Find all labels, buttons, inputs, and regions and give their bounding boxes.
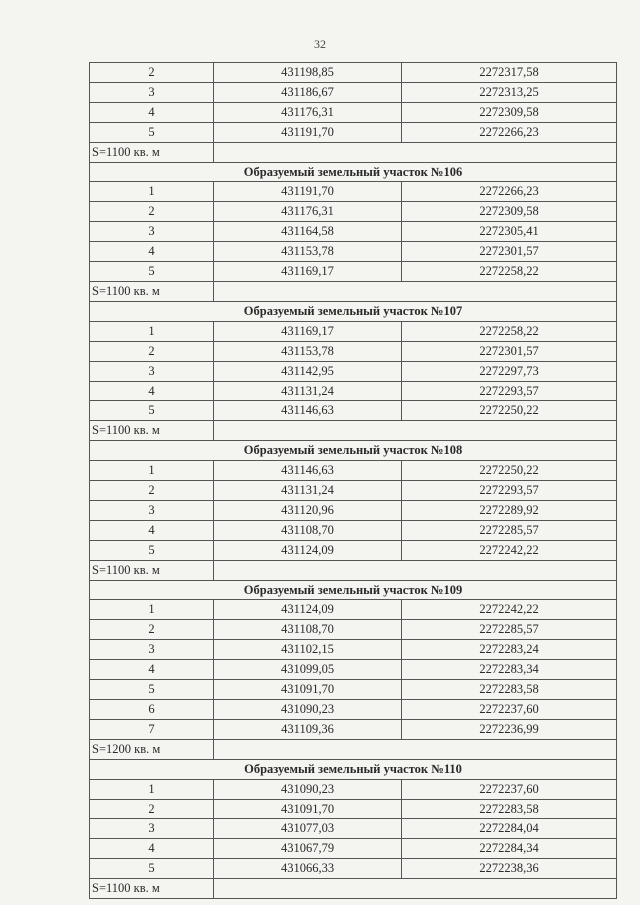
coordinate-y: 2272293,57 bbox=[402, 381, 617, 401]
coordinate-x: 431102,15 bbox=[214, 640, 402, 660]
point-number: 7 bbox=[90, 719, 214, 739]
point-row bbox=[90, 640, 617, 660]
coordinate-x: 431067,79 bbox=[214, 839, 402, 859]
coordinate-y: 2272236,99 bbox=[402, 719, 617, 739]
coordinate-y: 2272242,22 bbox=[402, 600, 617, 620]
point-row bbox=[90, 222, 617, 242]
point-row bbox=[90, 82, 617, 102]
area-row bbox=[90, 560, 617, 580]
parcel-area: S=1100 кв. м bbox=[90, 560, 214, 580]
coordinate-y: 2272266,23 bbox=[402, 122, 617, 142]
point-row bbox=[90, 381, 617, 401]
point-row bbox=[90, 401, 617, 421]
point-row bbox=[90, 660, 617, 680]
point-row bbox=[90, 700, 617, 720]
coordinate-y: 2272250,22 bbox=[402, 461, 617, 481]
coordinate-y: 2272297,73 bbox=[402, 361, 617, 381]
point-number: 1 bbox=[90, 461, 214, 481]
area-row bbox=[90, 879, 617, 899]
coordinates-table bbox=[89, 62, 617, 899]
point-row bbox=[90, 481, 617, 501]
point-number: 4 bbox=[90, 381, 214, 401]
coordinate-x: 431191,70 bbox=[214, 182, 402, 202]
point-row bbox=[90, 122, 617, 142]
parcel-header-row bbox=[90, 441, 617, 461]
point-number: 1 bbox=[90, 779, 214, 799]
coordinate-y: 2272313,25 bbox=[402, 82, 617, 102]
point-row bbox=[90, 839, 617, 859]
point-number: 3 bbox=[90, 500, 214, 520]
point-row bbox=[90, 202, 617, 222]
coordinate-y: 2272289,92 bbox=[402, 500, 617, 520]
point-number: 2 bbox=[90, 799, 214, 819]
area-empty-cell bbox=[214, 739, 617, 759]
coordinate-x: 431108,70 bbox=[214, 620, 402, 640]
coordinate-x: 431191,70 bbox=[214, 122, 402, 142]
point-row bbox=[90, 500, 617, 520]
coordinate-y: 2272317,58 bbox=[402, 63, 617, 83]
parcel-title: Образуемый земельный участок №110 bbox=[90, 759, 617, 779]
coordinate-x: 431120,96 bbox=[214, 500, 402, 520]
coordinate-y: 2272237,60 bbox=[402, 700, 617, 720]
area-row bbox=[90, 421, 617, 441]
point-number: 4 bbox=[90, 839, 214, 859]
coordinate-y: 2272283,34 bbox=[402, 660, 617, 680]
point-number: 2 bbox=[90, 481, 214, 501]
point-row bbox=[90, 321, 617, 341]
coordinate-y: 2272258,22 bbox=[402, 321, 617, 341]
coordinate-y: 2272305,41 bbox=[402, 222, 617, 242]
parcel-header-row bbox=[90, 580, 617, 600]
area-empty-cell bbox=[214, 281, 617, 301]
point-number: 4 bbox=[90, 660, 214, 680]
coordinate-y: 2272250,22 bbox=[402, 401, 617, 421]
coordinate-y: 2272266,23 bbox=[402, 182, 617, 202]
coordinate-x: 431131,24 bbox=[214, 481, 402, 501]
coordinate-x: 431131,24 bbox=[214, 381, 402, 401]
coordinate-y: 2272283,24 bbox=[402, 640, 617, 660]
coordinate-x: 431091,70 bbox=[214, 799, 402, 819]
coordinate-x: 431077,03 bbox=[214, 819, 402, 839]
coordinate-y: 2272284,34 bbox=[402, 839, 617, 859]
point-number: 2 bbox=[90, 341, 214, 361]
parcel-header-row bbox=[90, 162, 617, 182]
coordinate-x: 431198,85 bbox=[214, 63, 402, 83]
coordinate-x: 431169,17 bbox=[214, 321, 402, 341]
point-row bbox=[90, 63, 617, 83]
point-number: 5 bbox=[90, 680, 214, 700]
coordinate-x: 431176,31 bbox=[214, 102, 402, 122]
coordinate-y: 2272285,57 bbox=[402, 620, 617, 640]
parcel-header-row bbox=[90, 759, 617, 779]
coordinate-y: 2272309,58 bbox=[402, 202, 617, 222]
area-empty-cell bbox=[214, 879, 617, 899]
coordinates-table-body bbox=[90, 63, 617, 899]
point-number: 5 bbox=[90, 859, 214, 879]
point-row bbox=[90, 799, 617, 819]
point-row bbox=[90, 779, 617, 799]
parcel-title: Образуемый земельный участок №109 bbox=[90, 580, 617, 600]
coordinate-x: 431153,78 bbox=[214, 242, 402, 262]
point-row bbox=[90, 719, 617, 739]
coordinate-y: 2272284,04 bbox=[402, 819, 617, 839]
area-empty-cell bbox=[214, 421, 617, 441]
coordinate-y: 2272301,57 bbox=[402, 242, 617, 262]
coordinate-y: 2272293,57 bbox=[402, 481, 617, 501]
coordinate-x: 431091,70 bbox=[214, 680, 402, 700]
point-number: 1 bbox=[90, 321, 214, 341]
coordinate-y: 2272283,58 bbox=[402, 799, 617, 819]
point-row bbox=[90, 520, 617, 540]
coordinate-x: 431142,95 bbox=[214, 361, 402, 381]
coordinate-x: 431124,09 bbox=[214, 540, 402, 560]
point-number: 3 bbox=[90, 640, 214, 660]
coordinate-x: 431176,31 bbox=[214, 202, 402, 222]
point-row bbox=[90, 680, 617, 700]
point-row bbox=[90, 859, 617, 879]
point-number: 5 bbox=[90, 262, 214, 282]
parcel-area: S=1100 кв. м bbox=[90, 142, 214, 162]
point-row bbox=[90, 262, 617, 282]
coordinate-x: 431186,67 bbox=[214, 82, 402, 102]
parcel-title: Образуемый земельный участок №107 bbox=[90, 301, 617, 321]
point-row bbox=[90, 600, 617, 620]
point-number: 1 bbox=[90, 182, 214, 202]
coordinate-x: 431090,23 bbox=[214, 700, 402, 720]
area-row bbox=[90, 739, 617, 759]
coordinate-x: 431153,78 bbox=[214, 341, 402, 361]
page-number: 32 bbox=[314, 37, 326, 51]
coordinate-x: 431146,63 bbox=[214, 401, 402, 421]
parcel-area: S=1100 кв. м bbox=[90, 879, 214, 899]
coordinate-y: 2272242,22 bbox=[402, 540, 617, 560]
point-number: 2 bbox=[90, 620, 214, 640]
point-number: 1 bbox=[90, 600, 214, 620]
point-number: 5 bbox=[90, 540, 214, 560]
parcel-title: Образуемый земельный участок №106 bbox=[90, 162, 617, 182]
coordinate-x: 431066,33 bbox=[214, 859, 402, 879]
coordinate-y: 2272285,57 bbox=[402, 520, 617, 540]
point-number: 3 bbox=[90, 819, 214, 839]
point-number: 6 bbox=[90, 700, 214, 720]
coordinate-x: 431109,36 bbox=[214, 719, 402, 739]
area-empty-cell bbox=[214, 142, 617, 162]
area-row bbox=[90, 281, 617, 301]
point-number: 3 bbox=[90, 222, 214, 242]
point-row bbox=[90, 242, 617, 262]
coordinate-y: 2272283,58 bbox=[402, 680, 617, 700]
coordinate-y: 2272258,22 bbox=[402, 262, 617, 282]
coordinate-y: 2272309,58 bbox=[402, 102, 617, 122]
coordinate-x: 431099,05 bbox=[214, 660, 402, 680]
point-row bbox=[90, 540, 617, 560]
point-row bbox=[90, 182, 617, 202]
parcel-header-row bbox=[90, 301, 617, 321]
coordinate-y: 2272237,60 bbox=[402, 779, 617, 799]
parcel-title: Образуемый земельный участок №108 bbox=[90, 441, 617, 461]
point-row bbox=[90, 620, 617, 640]
parcel-area: S=1100 кв. м bbox=[90, 281, 214, 301]
coordinate-x: 431169,17 bbox=[214, 262, 402, 282]
point-row bbox=[90, 361, 617, 381]
coordinate-x: 431164,58 bbox=[214, 222, 402, 242]
point-number: 3 bbox=[90, 82, 214, 102]
area-empty-cell bbox=[214, 560, 617, 580]
point-row bbox=[90, 819, 617, 839]
point-number: 2 bbox=[90, 63, 214, 83]
point-number: 5 bbox=[90, 122, 214, 142]
point-number: 4 bbox=[90, 242, 214, 262]
point-row bbox=[90, 102, 617, 122]
coordinate-x: 431146,63 bbox=[214, 461, 402, 481]
point-number: 3 bbox=[90, 361, 214, 381]
point-number: 2 bbox=[90, 202, 214, 222]
coordinate-x: 431090,23 bbox=[214, 779, 402, 799]
coordinate-y: 2272301,57 bbox=[402, 341, 617, 361]
parcel-area: S=1200 кв. м bbox=[90, 739, 214, 759]
point-number: 5 bbox=[90, 401, 214, 421]
coordinate-y: 2272238,36 bbox=[402, 859, 617, 879]
coordinate-x: 431108,70 bbox=[214, 520, 402, 540]
area-row bbox=[90, 142, 617, 162]
point-row bbox=[90, 341, 617, 361]
parcel-area: S=1100 кв. м bbox=[90, 421, 214, 441]
point-number: 4 bbox=[90, 102, 214, 122]
point-number: 4 bbox=[90, 520, 214, 540]
coordinate-x: 431124,09 bbox=[214, 600, 402, 620]
point-row bbox=[90, 461, 617, 481]
